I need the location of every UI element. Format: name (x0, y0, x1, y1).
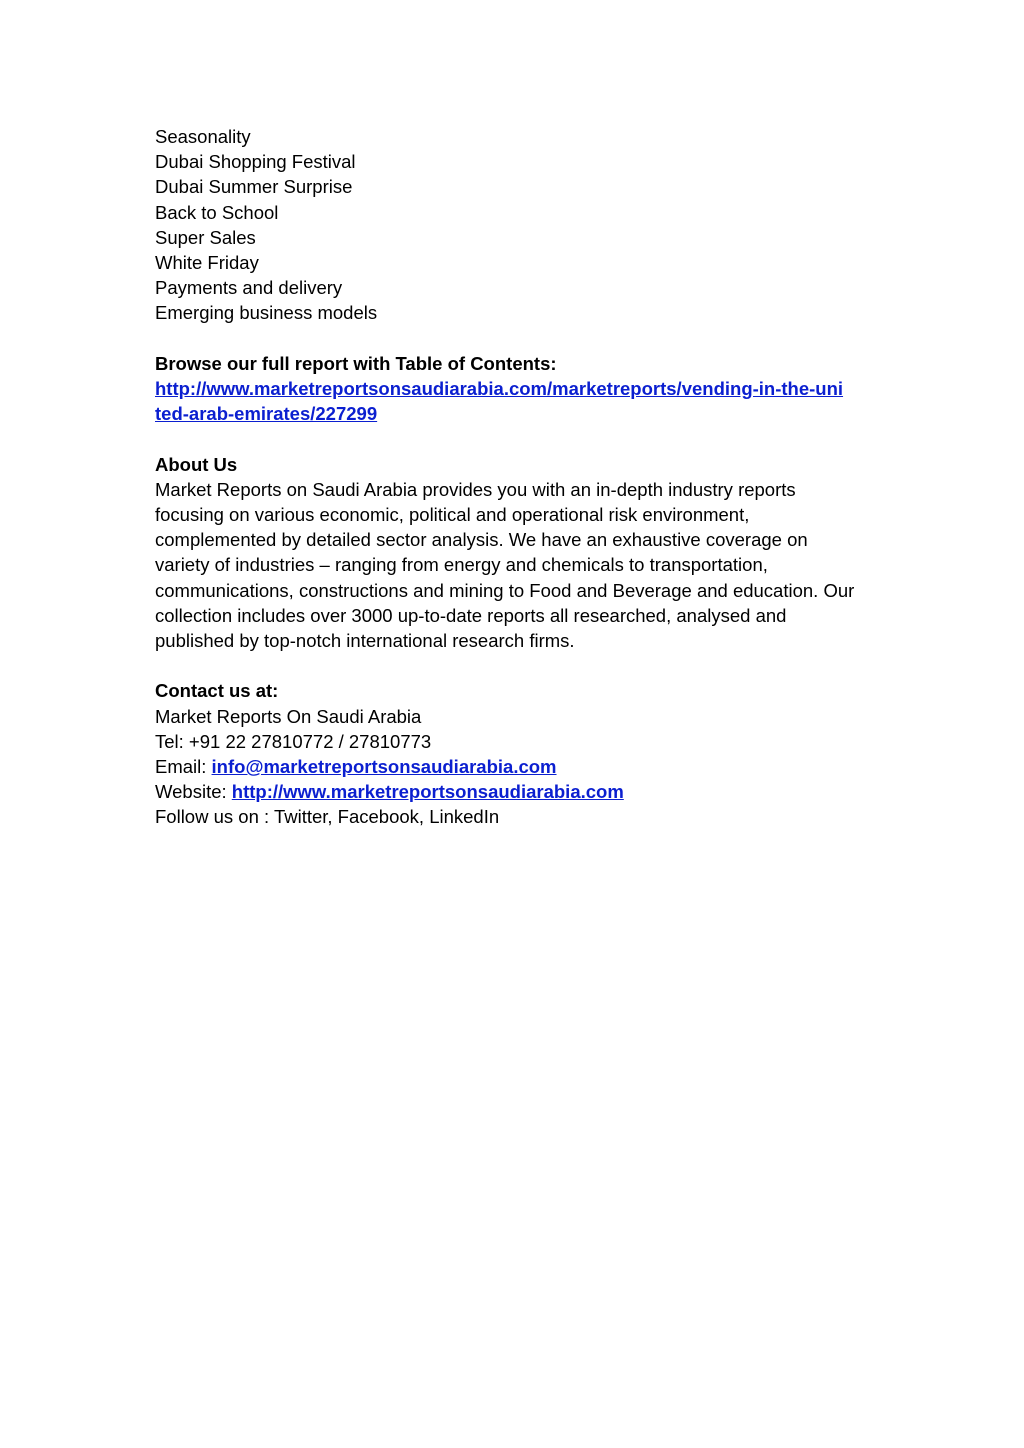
website-link[interactable]: http://www.marketreportsonsaudiarabia.com (231, 781, 624, 803)
email-link[interactable]: info@marketreportsonsaudiarabia.com (211, 756, 557, 778)
report-url-link[interactable]: http://www.marketreportsonsaudiarabia.com/marketreports/vending-in-the-united-arab-emirates/227299 (155, 378, 844, 425)
spacer (155, 653, 855, 678)
topic-item: Super Sales (155, 226, 256, 248)
topics-list (155, 124, 855, 326)
about-section (155, 452, 855, 654)
about-heading: About Us (155, 453, 238, 475)
topic-item: Dubai Summer Surprise (155, 176, 353, 198)
spacer (155, 426, 855, 451)
topic-item: White Friday (155, 252, 259, 274)
topic-item: Seasonality (155, 126, 251, 147)
email-label: Email: (155, 756, 212, 778)
contact-email-row (155, 754, 855, 779)
contact-company: Market Reports On Saudi Arabia (155, 705, 422, 727)
contact-follow: Follow us on : Twitter, Facebook, LinkedIn (155, 806, 500, 828)
browse-section (155, 351, 855, 427)
contact-section (155, 678, 855, 829)
browse-heading: Browse our full report with Table of Contents: (155, 352, 557, 374)
website-label: Website: (155, 781, 232, 803)
document-page (155, 124, 855, 830)
topic-item: Dubai Shopping Festival (155, 151, 356, 173)
about-body: Market Reports on Saudi Arabia provides you with an in-depth industry reports focusing on various economic, political and operational risk environment, complemented by detailed sector analysis. We have an exhaustive coverage on variety of industries – ranging from energy and chemicals to transportation, communications, constructions and mining to Food and Beverage and education. Our collection includes over 3000 up-to-date reports all researched, analysed and published by top-notch international research firms. (155, 478, 855, 652)
topic-item: Back to School (155, 201, 279, 223)
contact-tel: Tel: +91 22 27810772 / 27810773 (155, 730, 432, 752)
spacer (155, 326, 855, 351)
contact-heading: Contact us at: (155, 680, 279, 702)
topic-item: Payments and delivery (155, 277, 343, 299)
topic-item: Emerging business models (155, 302, 378, 324)
contact-website-row (155, 779, 855, 804)
